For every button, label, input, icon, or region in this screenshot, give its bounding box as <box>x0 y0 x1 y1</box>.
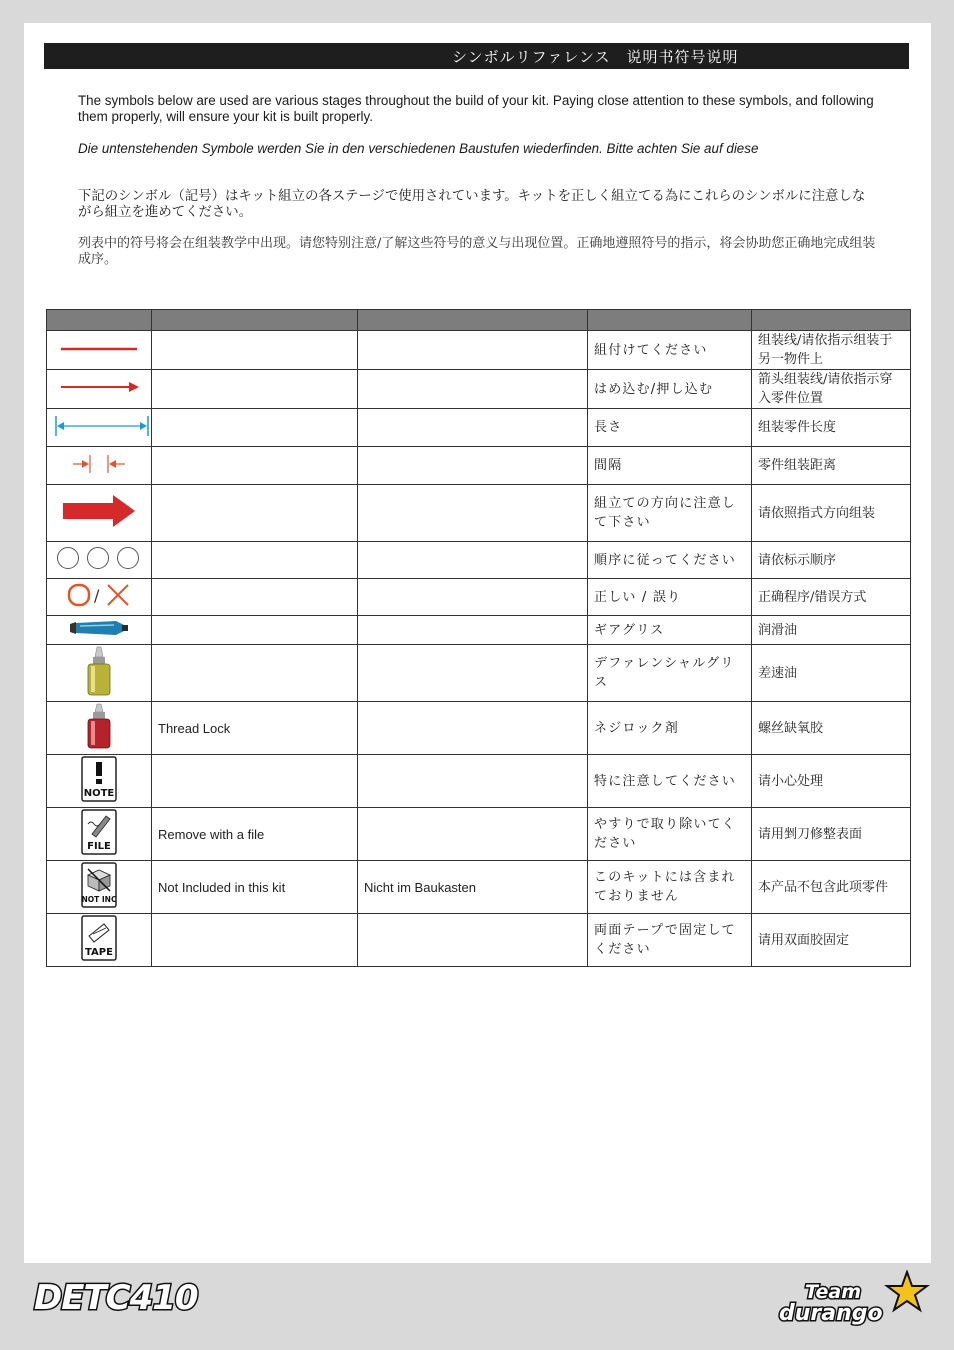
japanese-cell: やすりで取り除いてください <box>588 808 752 861</box>
file-label: FILE <box>87 841 111 852</box>
symbol-cell <box>47 331 152 370</box>
german-cell <box>358 616 588 645</box>
japanese-cell: デファレンシャルグリス <box>588 645 752 702</box>
not-inc-label: NOT INC <box>81 895 117 904</box>
note-label: NOTE <box>83 788 115 799</box>
tape-icon <box>80 914 118 962</box>
chinese-cell: 组装零件长度 <box>752 409 911 447</box>
intro-japanese: 下記のシンボル（記号）はキット組立の各ステージで使用されています。キットを正しく組立てる為にこれらのシンボルに注意しながら組立を進めてください。 <box>78 189 866 220</box>
symbol-table <box>46 309 911 967</box>
length-dimension-icon <box>53 414 151 438</box>
sequence-circles-icon <box>54 545 144 571</box>
symbol-cell <box>47 702 152 755</box>
table-row <box>47 331 911 370</box>
symbol-cell <box>47 645 152 702</box>
table-row <box>47 808 911 861</box>
chinese-cell: 正确程序/错误方式 <box>752 579 911 616</box>
red-arrow-line-icon <box>57 380 141 394</box>
english-cell <box>152 914 358 967</box>
page-title: シンボルリファレンス 说明书符号说明 <box>452 48 739 66</box>
german-cell <box>358 914 588 967</box>
japanese-cell: ギアグリス <box>588 616 752 645</box>
japanese-cell: 組付けてください <box>588 331 752 370</box>
red-line-icon <box>57 344 141 354</box>
tape-label: TAPE <box>85 947 113 958</box>
english-cell <box>152 331 358 370</box>
japanese-cell: 順序に従ってください <box>588 542 752 579</box>
german-cell <box>358 447 588 485</box>
table-row <box>47 616 911 645</box>
direction-arrow-icon <box>59 493 139 529</box>
german-cell <box>358 755 588 808</box>
symbol-cell <box>47 409 152 447</box>
table-row <box>47 755 911 808</box>
chinese-cell: 请依标示顺序 <box>752 542 911 579</box>
thread-lock-bottle-icon <box>84 702 114 750</box>
chinese-cell: 请依照指式方向组装 <box>752 485 911 542</box>
title-bar <box>44 43 909 69</box>
header-cell-japanese <box>588 310 752 331</box>
german-cell <box>358 331 588 370</box>
svg-text:Team: Team <box>805 1281 862 1303</box>
japanese-cell: ネジロック剤 <box>588 702 752 755</box>
german-cell <box>358 645 588 702</box>
chinese-cell: 组装线/请依指示组装于另一物件上 <box>752 331 911 370</box>
symbol-cell <box>47 861 152 914</box>
intro-german: Die untenstehenden Symbole werden Sie in den verschiedenen Baustufen wiederfinden. Bitte achten Sie auf diese <box>78 141 759 156</box>
japanese-cell: 長さ <box>588 409 752 447</box>
english-cell <box>152 616 358 645</box>
japanese-cell: 間隔 <box>588 447 752 485</box>
grease-tube-icon <box>66 618 132 638</box>
table-row <box>47 914 911 967</box>
japanese-cell: 正しい / 誤り <box>588 579 752 616</box>
german-cell <box>358 579 588 616</box>
japanese-cell: はめ込む/押し込む <box>588 370 752 409</box>
gap-dimension-icon <box>69 453 129 475</box>
german-cell <box>358 808 588 861</box>
english-cell <box>152 579 358 616</box>
english-cell <box>152 447 358 485</box>
table-row <box>47 370 911 409</box>
table-row <box>47 542 911 579</box>
chinese-cell: 本产品不包含此项零件 <box>752 861 911 914</box>
intro-chinese: 列表中的符号将会在组装教学中出现。请您特别注意/了解这些符号的意义与出现位置。正确地遵照符号的指示，将会协助您正确地完成组装成序。 <box>78 236 876 267</box>
note-icon <box>80 755 118 803</box>
english-cell <box>152 645 358 702</box>
english-cell: Thread Lock <box>152 702 358 755</box>
team-durango-logo <box>775 1270 935 1332</box>
english-cell <box>152 370 358 409</box>
symbol-cell <box>47 808 152 861</box>
chinese-cell: 螺丝缺氧胶 <box>752 702 911 755</box>
table-row <box>47 645 911 702</box>
german-cell <box>358 485 588 542</box>
header-cell-chinese <box>752 310 911 331</box>
header-cell-german <box>358 310 588 331</box>
symbol-cell <box>47 447 152 485</box>
svg-text:durango: durango <box>779 1301 883 1326</box>
symbol-cell <box>47 579 152 616</box>
chinese-cell: 箭头组装线/请依指示穿入零件位置 <box>752 370 911 409</box>
correct-wrong-icon <box>66 582 132 608</box>
table-row <box>47 447 911 485</box>
japanese-cell: 両面テープで固定してください <box>588 914 752 967</box>
page-sheet <box>24 23 931 1263</box>
english-cell <box>152 409 358 447</box>
table-row <box>47 702 911 755</box>
header-cell-english <box>152 310 358 331</box>
german-cell: Nicht im Baukasten <box>358 861 588 914</box>
chinese-cell: 差速油 <box>752 645 911 702</box>
english-cell <box>152 542 358 579</box>
svg-text:DETC410: DETC410 <box>34 1278 198 1317</box>
correct-circle-icon <box>69 585 89 605</box>
english-cell: Remove with a file <box>152 808 358 861</box>
diff-oil-bottle-icon <box>84 645 114 697</box>
chinese-cell: 请用剉刀修整表面 <box>752 808 911 861</box>
japanese-cell: 特に注意してください <box>588 755 752 808</box>
table-row <box>47 579 911 616</box>
symbol-cell <box>47 914 152 967</box>
intro-english: The symbols below are used are various stages throughout the build of your kit. Paying close attention to these symbols, and following them properly, will ensure your kit is built properly. <box>78 93 874 124</box>
english-cell <box>152 485 358 542</box>
table-row <box>47 485 911 542</box>
german-cell <box>358 370 588 409</box>
japanese-cell: このキットには含まれておりません <box>588 861 752 914</box>
japanese-cell: 組立ての方向に注意して下さい <box>588 485 752 542</box>
chinese-cell: 润滑油 <box>752 616 911 645</box>
english-cell <box>152 755 358 808</box>
detc410-logo <box>30 1277 270 1317</box>
table-row <box>47 861 911 914</box>
symbol-cell <box>47 755 152 808</box>
german-cell <box>358 542 588 579</box>
symbol-cell <box>47 485 152 542</box>
german-cell <box>358 409 588 447</box>
not-included-icon <box>80 861 118 909</box>
header-cell-symbol <box>47 310 152 331</box>
file-icon <box>80 808 118 856</box>
chinese-cell: 请小心处理 <box>752 755 911 808</box>
german-cell <box>358 702 588 755</box>
chinese-cell: 零件组装距离 <box>752 447 911 485</box>
english-cell: Not Included in this kit <box>152 861 358 914</box>
slash-label: / <box>94 586 100 605</box>
table-row <box>47 409 911 447</box>
table-header-row <box>47 310 911 331</box>
symbol-cell <box>47 370 152 409</box>
symbol-cell <box>47 542 152 579</box>
chinese-cell: 请用双面胶固定 <box>752 914 911 967</box>
symbol-cell <box>47 616 152 645</box>
